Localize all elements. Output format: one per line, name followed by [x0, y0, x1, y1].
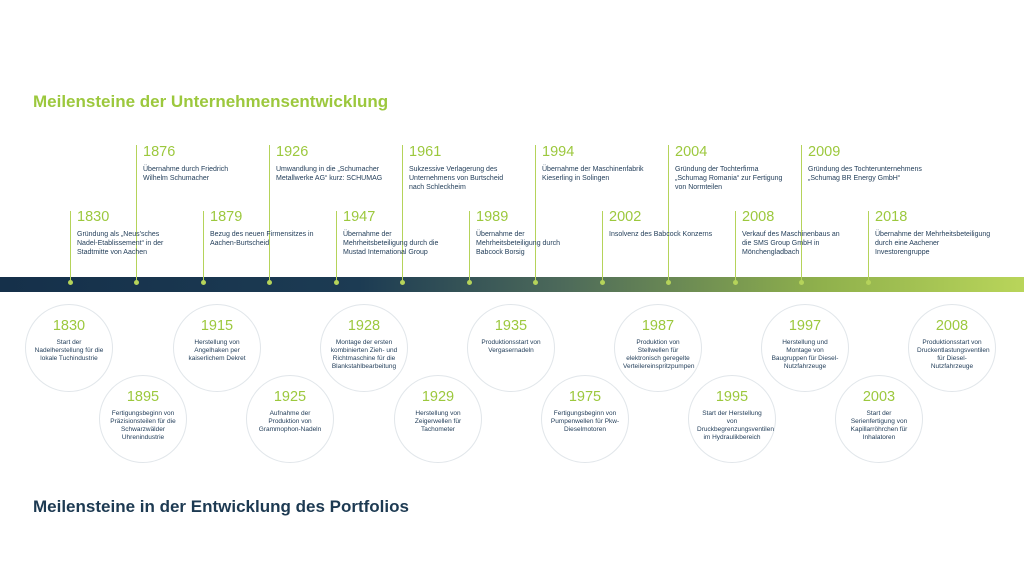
milestone-year: 2004 — [675, 144, 708, 160]
milestone-year: 1915 — [200, 318, 234, 334]
company-milestone — [409, 144, 517, 192]
milestone-text: Übernahme der Mehrheitsbeteiligung durch die Mustad International Group — [343, 231, 439, 256]
milestone-text: Sukzessive Verlagerung des Unternehmens von Burtscheid nach Schleckheim — [409, 166, 504, 191]
milestone-year: 1925 — [273, 389, 307, 405]
timeline-dot — [733, 280, 738, 285]
milestone-text: Fertigungsbeginn von Präzisionsteilen für die Schwarzwälder Uhrenindustrie — [110, 410, 176, 441]
portfolio-milestone — [99, 375, 187, 463]
page-title: Meilensteine der Unternehmensentwicklung — [33, 92, 389, 111]
milestone-year: 1961 — [409, 144, 442, 160]
timeline-stem — [203, 211, 204, 281]
milestone-text: Übernahme der Mehrheitsbeteiligung durch eine Aachener Investorengruppe — [875, 231, 991, 256]
milestone-text: Start der Serienfertigung von Kapillarröhrchen für Inhalatoren — [850, 410, 908, 441]
milestone-year: 1926 — [276, 144, 309, 160]
milestone-year: 2018 — [875, 209, 908, 225]
timeline-dot — [866, 280, 871, 285]
timeline-dot — [334, 280, 339, 285]
timeline-stem — [602, 211, 603, 281]
section-title: Meilensteine in der Entwicklung des Portfolios — [33, 497, 409, 516]
milestone-text: Übernahme durch Friedrich Wilhelm Schumacher — [143, 166, 229, 182]
milestone-year: 1987 — [641, 318, 675, 334]
timeline-stem — [469, 211, 470, 281]
milestone-text: Bezug des neuen Firmensitzes in Aachen-Burtscheid — [210, 231, 314, 247]
timeline-bar — [0, 277, 1024, 292]
milestone-text: Produktionsstart von Druckentlastungsventilen für Diesel-Nutzfahrzeuge — [917, 339, 990, 370]
timeline-stem — [868, 211, 869, 281]
timeline-stem — [336, 211, 337, 281]
milestone-year: 2008 — [935, 318, 969, 334]
milestone-year: 1876 — [143, 144, 176, 160]
milestone-text: Herstellung und Montage von Baugruppen für Diesel-Nutzfahrzeuge — [771, 339, 839, 370]
milestone-year: 1928 — [347, 318, 381, 334]
portfolio-milestone — [541, 375, 629, 463]
company-milestone — [609, 209, 725, 239]
milestone-text: Herstellung von Angelhaken per kaiserlichem Dekret — [188, 339, 246, 362]
portfolio-milestone — [246, 375, 334, 463]
milestone-text: Gründung der Tochterfirma „Schumag Romania“ zur Fertigung von Normteilen — [675, 166, 783, 191]
company-milestone — [143, 144, 253, 183]
timeline-dot — [134, 280, 139, 285]
company-milestone — [343, 209, 455, 257]
company-milestone — [675, 144, 791, 192]
timeline-stem — [70, 211, 71, 281]
timeline-dot — [201, 280, 206, 285]
company-milestone — [808, 144, 928, 183]
milestone-text: Montage der ersten kombinierten Zieh- und Richtmaschine für die Blankstahlbearbeitung — [330, 339, 398, 370]
portfolio-milestone — [835, 375, 923, 463]
milestone-year: 1994 — [542, 144, 575, 160]
milestone-text: Start der Herstellung von Druckbegrenzungsventilen im Hydraulikbereich — [697, 410, 774, 441]
company-milestone — [77, 209, 175, 257]
milestone-text: Fertigungsbeginn von Pumpenwellen für Pkw-Dieselmotoren — [550, 410, 620, 433]
portfolio-milestone — [614, 304, 702, 392]
portfolio-milestone — [761, 304, 849, 392]
portfolio-milestone — [320, 304, 408, 392]
timeline-dot — [666, 280, 671, 285]
milestone-text: Produktion von Stellwellen für elektronisch geregelte Verteilereinspritzpumpen — [623, 339, 695, 370]
timeline-dot — [467, 280, 472, 285]
milestone-year: 1929 — [421, 389, 455, 405]
milestone-text: Insolvenz des Babcock Konzerns — [609, 231, 713, 238]
milestone-text: Übernahme der Maschinenfabrik Kieserling in Solingen — [542, 166, 644, 182]
company-milestone — [276, 144, 388, 183]
company-milestone — [476, 209, 588, 257]
timeline-dot — [533, 280, 538, 285]
milestone-year: 2009 — [808, 144, 841, 160]
portfolio-milestone — [688, 375, 776, 463]
milestone-year: 2002 — [609, 209, 642, 225]
timeline-dot — [799, 280, 804, 285]
milestone-text: Gründung als „Neus'sches Nadel-Etablissement“ in der Stadtmitte von Aachen — [77, 231, 164, 256]
milestone-year: 1895 — [126, 389, 160, 405]
portfolio-milestone — [173, 304, 261, 392]
milestone-text: Aufnahme der Produktion von Grammophon-Nadeln — [258, 410, 322, 433]
milestone-year: 1830 — [52, 318, 86, 334]
milestone-text: Gründung des Tochterunternehmens „Schumag BR Energy GmbH“ — [808, 166, 922, 182]
company-milestone — [210, 209, 318, 248]
timeline-dot — [600, 280, 605, 285]
timeline-dot — [267, 280, 272, 285]
portfolio-milestone — [25, 304, 113, 392]
milestone-year: 1830 — [77, 209, 110, 225]
milestone-year: 1879 — [210, 209, 243, 225]
timeline-dot — [400, 280, 405, 285]
milestone-year: 1935 — [494, 318, 528, 334]
timeline-dot — [68, 280, 73, 285]
milestone-text: Verkauf des Maschinenbaus an die SMS Group GmbH in Mönchengladbach — [742, 231, 840, 256]
milestone-year: 1975 — [568, 389, 602, 405]
milestone-year: 1989 — [476, 209, 509, 225]
milestone-text: Übernahme der Mehrheitsbeteiligung durch Babcock Borsig — [476, 231, 561, 256]
timeline-stem — [735, 211, 736, 281]
company-milestone — [875, 209, 991, 257]
portfolio-milestone — [908, 304, 996, 392]
milestone-year: 1995 — [715, 389, 749, 405]
portfolio-milestone — [394, 375, 482, 463]
company-milestone — [542, 144, 654, 183]
company-milestone — [742, 209, 848, 257]
milestone-year: 2008 — [742, 209, 775, 225]
milestone-text: Herstellung von Zeigerwellen für Tachometer — [414, 410, 462, 433]
milestone-text: Start der Nadelherstellung für die lokale Tuchindustrie — [34, 339, 104, 362]
milestone-year: 2003 — [862, 389, 896, 405]
portfolio-milestone — [467, 304, 555, 392]
milestone-year: 1997 — [788, 318, 822, 334]
milestone-text: Produktionsstart von Vergasernadeln — [481, 339, 541, 354]
milestone-year: 1947 — [343, 209, 376, 225]
milestone-text: Umwandlung in die „Schumacher Metallwerke AG“ kurz: SCHUMAG — [276, 166, 383, 182]
